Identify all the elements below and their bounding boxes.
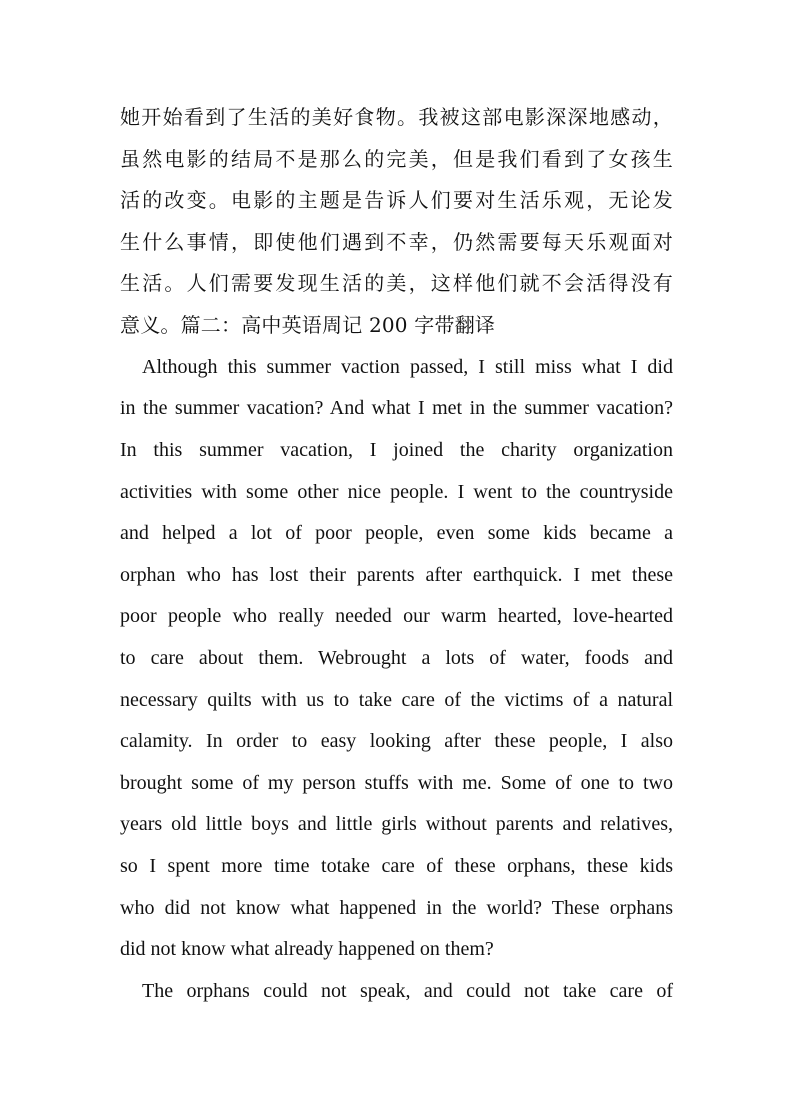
- text-line: so I spent more time totake care of these orphans, these kids: [120, 855, 673, 877]
- section-heading: 意义。篇二：高中英语周记 200 字带翻译: [120, 313, 496, 337]
- text-line: 虽然电影的结局不是那么的完美，但是我们看到了女孩生: [120, 147, 673, 171]
- text-line: The orphans could not speak, and could not take care of: [142, 980, 673, 1002]
- text-line: brought some of my person stuffs with me. Some of one to two: [120, 772, 673, 794]
- text-line: 活的改变。电影的主题是告诉人们要对生活乐观，无论发: [120, 188, 673, 212]
- text-line: poor people who really needed our warm hearted, love-hearted: [120, 605, 673, 627]
- text-line: years old little boys and little girls without parents and relatives,: [120, 813, 673, 835]
- text-line: activities with some other nice people. I went to the countryside: [120, 481, 673, 503]
- text-line: 生活。人们需要发现生活的美，这样他们就不会活得没有: [120, 271, 673, 295]
- text-line: did not know what already happened on them?: [120, 938, 494, 960]
- text-line: in the summer vacation? And what I met in the summer vacation?: [120, 397, 673, 419]
- text-line: who did not know what happened in the world? These orphans: [120, 897, 673, 919]
- text-line: to care about them. Webrought a lots of water, foods and: [120, 647, 673, 669]
- text-line: 她开始看到了生活的美好食物。我被这部电影深深地感动，: [120, 105, 673, 129]
- text-line: necessary quilts with us to take care of the victims of a natural: [120, 689, 673, 711]
- text-line: orphan who has lost their parents after earthquick. I met these: [120, 564, 673, 586]
- text-line: and helped a lot of poor people, even some kids became a: [120, 522, 673, 544]
- text-line: Although this summer vaction passed, I still miss what I did: [142, 356, 673, 378]
- text-line: calamity. In order to easy looking after these people, I also: [120, 730, 673, 752]
- text-line: In this summer vacation, I joined the charity organization: [120, 439, 673, 461]
- text-line: 生什么事情，即使他们遇到不幸，仍然需要每天乐观面对: [120, 230, 673, 254]
